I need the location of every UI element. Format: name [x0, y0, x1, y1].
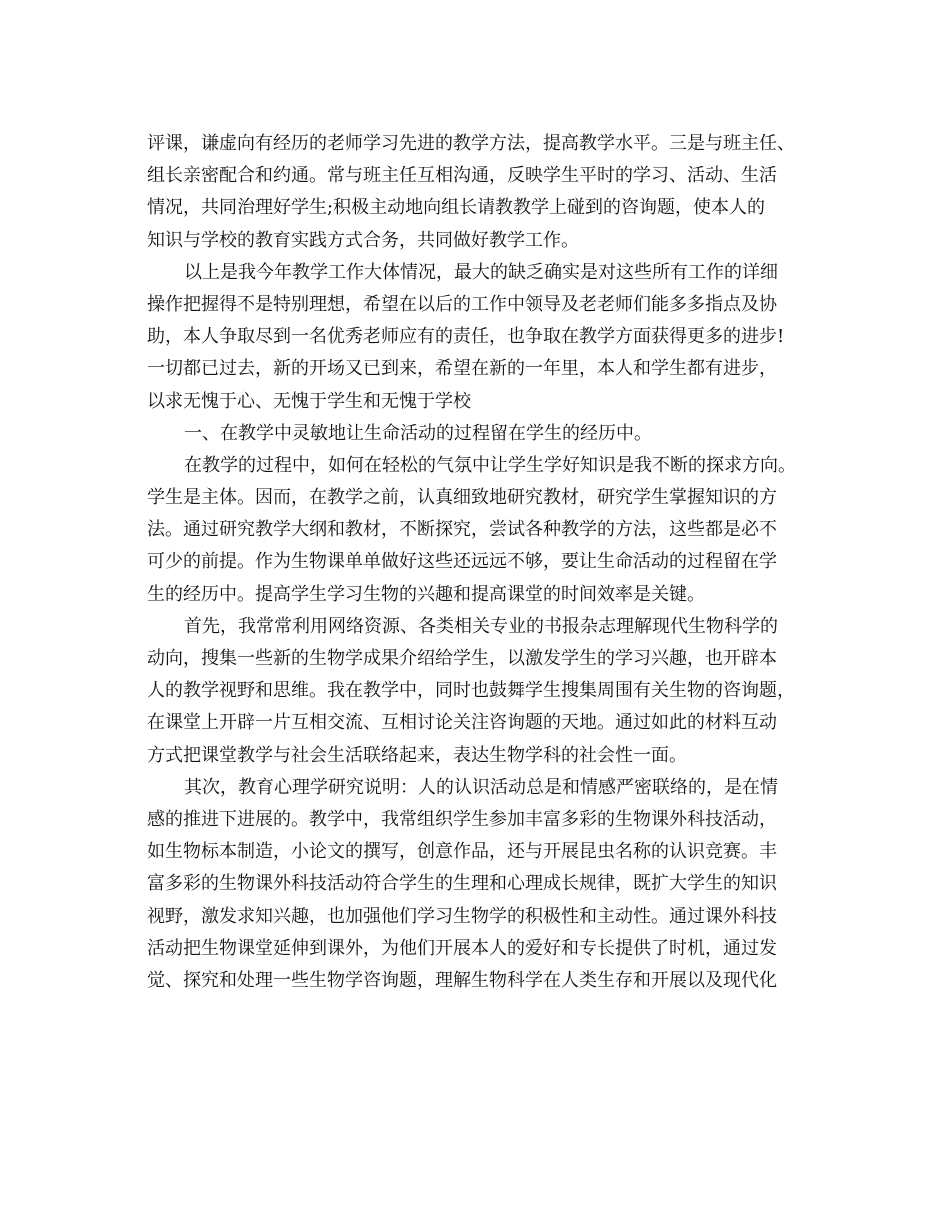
text-line: 生的经历中。提高学生学习生物的兴趣和提高课堂的时间效率是关键。	[147, 583, 705, 605]
text-line: 评课，谦虚向有经历的老师学习先进的教学方法，提高教学水平。三是与班主任、	[147, 133, 795, 154]
text-line: 组长亲密配合和约通。常与班主任互相沟通，反映学生平时的学习、活动、生活	[147, 165, 777, 187]
text-line: 感的推进下进展的。教学中，我常组织学生参加丰富多彩的生物课外科技活动，	[147, 808, 777, 830]
text-line: 在教学的过程中，如何在轻松的气氛中让学生学好知识是我不断的探求方向。	[184, 454, 796, 476]
text-line: 一切都已过去，新的开场又已到来，希望在新的一年里，本人和学生都有进步，	[147, 358, 777, 380]
text-line: 学生是主体。因而，在教学之前，认真细致地研究教材，研究学生掌握知识的方	[147, 487, 777, 509]
text-line: 一、在教学中灵敏地让生命活动的过程留在学生的经历中。	[184, 422, 652, 444]
text-line: 以求无愧于心、无愧于学生和无愧于学校	[147, 390, 471, 412]
text-line: 活动把生物课堂延伸到课外，为他们开展本人的爱好和专长提供了时机，通过发	[147, 937, 777, 959]
text-line: 法。通过研究教学大纲和教材，不断探究，尝试各种教学的方法，这些都是必不	[147, 519, 777, 541]
text-line: 首先，我常常利用网络资源、各类相关专业的书报杂志理解现代生物科学的	[184, 615, 778, 637]
document-body	[147, 128, 812, 997]
text-line: 人的教学视野和思维。我在教学中，同时也鼓舞学生搜集周围有关生物的咨询题，	[147, 680, 795, 702]
text-line: 情况，共同治理好学生;积极主动地向组长请教教学上碰到的咨询题，使本人的	[147, 197, 766, 219]
text-line: 助，本人争取尽到一名优秀老师应有的责任，也争取在教学方面获得更多的进步!	[147, 326, 785, 348]
text-line: 方式把课堂教学与社会生活联络起来，表达生物学科的社会性一面。	[147, 744, 687, 766]
text-line: 如生物标本制造，小论文的撰写，创意作品，还与开展昆虫名称的认识竞赛。丰	[147, 841, 777, 863]
text-line: 以上是我今年教学工作大体情况，最大的缺乏确实是对这些所有工作的详细	[184, 261, 778, 283]
text-line: 觉、探究和处理一些生物学咨询题，理解生物科学在人类生存和开展以及现代化	[147, 969, 777, 991]
text-line: 在课堂上开辟一片互相交流、互相讨论关注咨询题的天地。通过如此的材料互动	[147, 712, 777, 734]
text-line: 视野，激发求知兴趣，也加强他们学习生物学的积极性和主动性。通过课外科技	[147, 905, 777, 927]
text-line: 其次，教育心理学研究说明：人的认识活动总是和情感严密联络的，是在情	[184, 776, 778, 798]
text-line: 动向，搜集一些新的生物学成果介绍给学生，以激发学生的学习兴趣，也开辟本	[147, 648, 777, 669]
text-line: 操作把握得不是特别理想，希望在以后的工作中领导及老老师们能多多指点及协	[147, 293, 777, 315]
text-line: 知识与学校的教育实践方式合务，共同做好教学工作。	[147, 229, 579, 251]
text-line: 可少的前提。作为生物课单单做好这些还远远不够，要让生命活动的过程留在学	[147, 551, 777, 573]
text-line: 富多彩的生物课外科技活动符合学生的生理和心理成长规律，既扩大学生的知识	[147, 873, 777, 895]
